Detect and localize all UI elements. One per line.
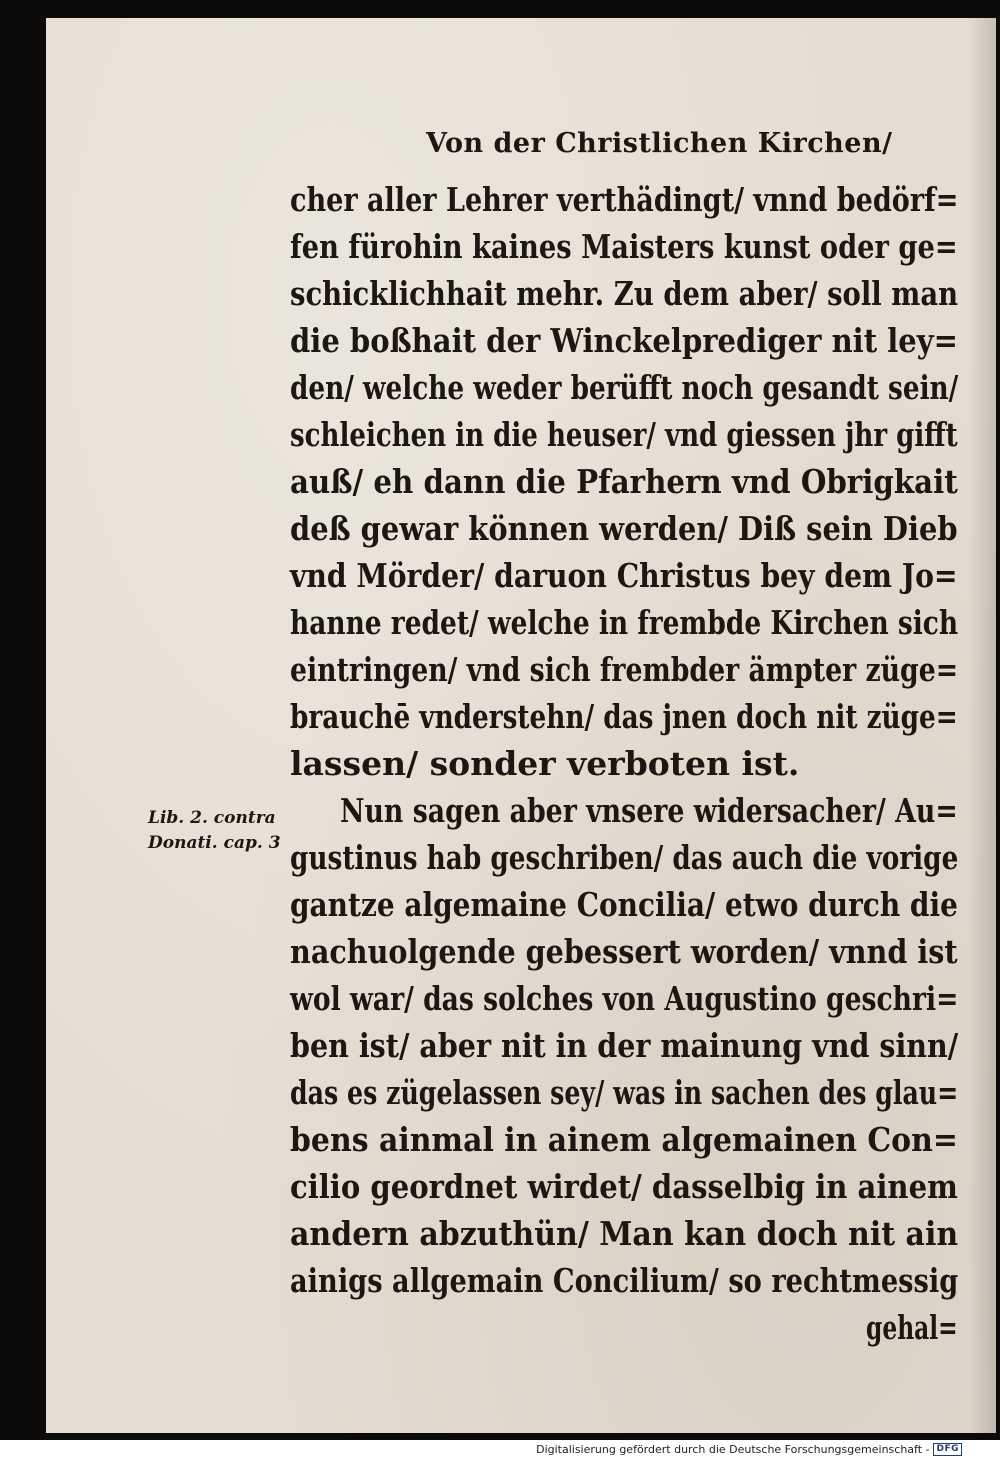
text-line: gustinus hab geschriben/ das auch die vorige xyxy=(290,838,959,877)
text-line: die boßhait der Winckelprediger nit ley= xyxy=(290,321,958,360)
footer-text: Digitalisierung gefördert durch die Deutsche Forschungsgemeinschaft - xyxy=(536,1442,930,1456)
text-line: ainigs allgemain Concilium/ so rechtmessig xyxy=(290,1261,959,1300)
margin-note-line2: Donati. cap. 3 xyxy=(148,833,281,853)
text-line: nachuolgende gebessert worden/ vnnd ist xyxy=(290,932,958,971)
text-line: schleichen in die heuser/ vnd giessen jhr gifft xyxy=(290,415,958,454)
text-line: cher aller Lehrer verthädingt/ vnnd bedörf= xyxy=(290,180,959,219)
paragraph-start-line: Nun sagen aber vnsere widersacher/ Au= xyxy=(340,791,958,830)
text-line: lassen/ sonder verboten ist. xyxy=(290,744,800,783)
text-line: das es zügelassen sey/ was in sachen des glau= xyxy=(290,1073,959,1112)
text-line: auß/ eh dann die Pfarhern vnd Obrigkait xyxy=(290,462,958,501)
dfg-logo: DFG xyxy=(933,1443,962,1456)
margin-note-line1: Lib. 2. contra xyxy=(148,808,276,828)
digitization-footer xyxy=(536,1440,962,1458)
text-line: wol war/ das solches von Augustino geschri= xyxy=(290,979,959,1018)
text-line: cilio geordnet wirdet/ dasselbig in ainem xyxy=(290,1167,958,1206)
text-line: hanne redet/ welche in frembde Kirchen sich xyxy=(290,603,959,642)
text-line: den/ welche weder berüfft noch gesandt sein/ xyxy=(290,368,959,407)
text-line: fen fürohin kaines Maisters kunst oder ge= xyxy=(290,227,958,266)
text-line: brauchē vnderstehn/ das jnen doch nit züge= xyxy=(290,697,958,736)
text-line: schicklichhait mehr. Zu dem aber/ soll man xyxy=(290,274,959,313)
text-line: vnd Mörder/ daruon Christus bey dem Jo= xyxy=(290,556,958,595)
text-line: ben ist/ aber nit in der mainung vnd sinn/ xyxy=(290,1026,959,1065)
book-page xyxy=(46,18,996,1433)
text-line: eintringen/ vnd sich frembder ämpter züge= xyxy=(290,650,959,689)
running-head: Von der Christlichen Kirchen/ xyxy=(426,128,893,159)
text-line: bens ainmal in ainem algemainen Con= xyxy=(290,1120,958,1159)
catchword: gehal= xyxy=(866,1308,958,1347)
text-line: gantze algemaine Concilia/ etwo durch die xyxy=(290,885,958,924)
text-line: deß gewar können werden/ Diß sein Dieb xyxy=(290,509,958,548)
text-line: andern abzuthün/ Man kan doch nit ain xyxy=(290,1214,959,1253)
